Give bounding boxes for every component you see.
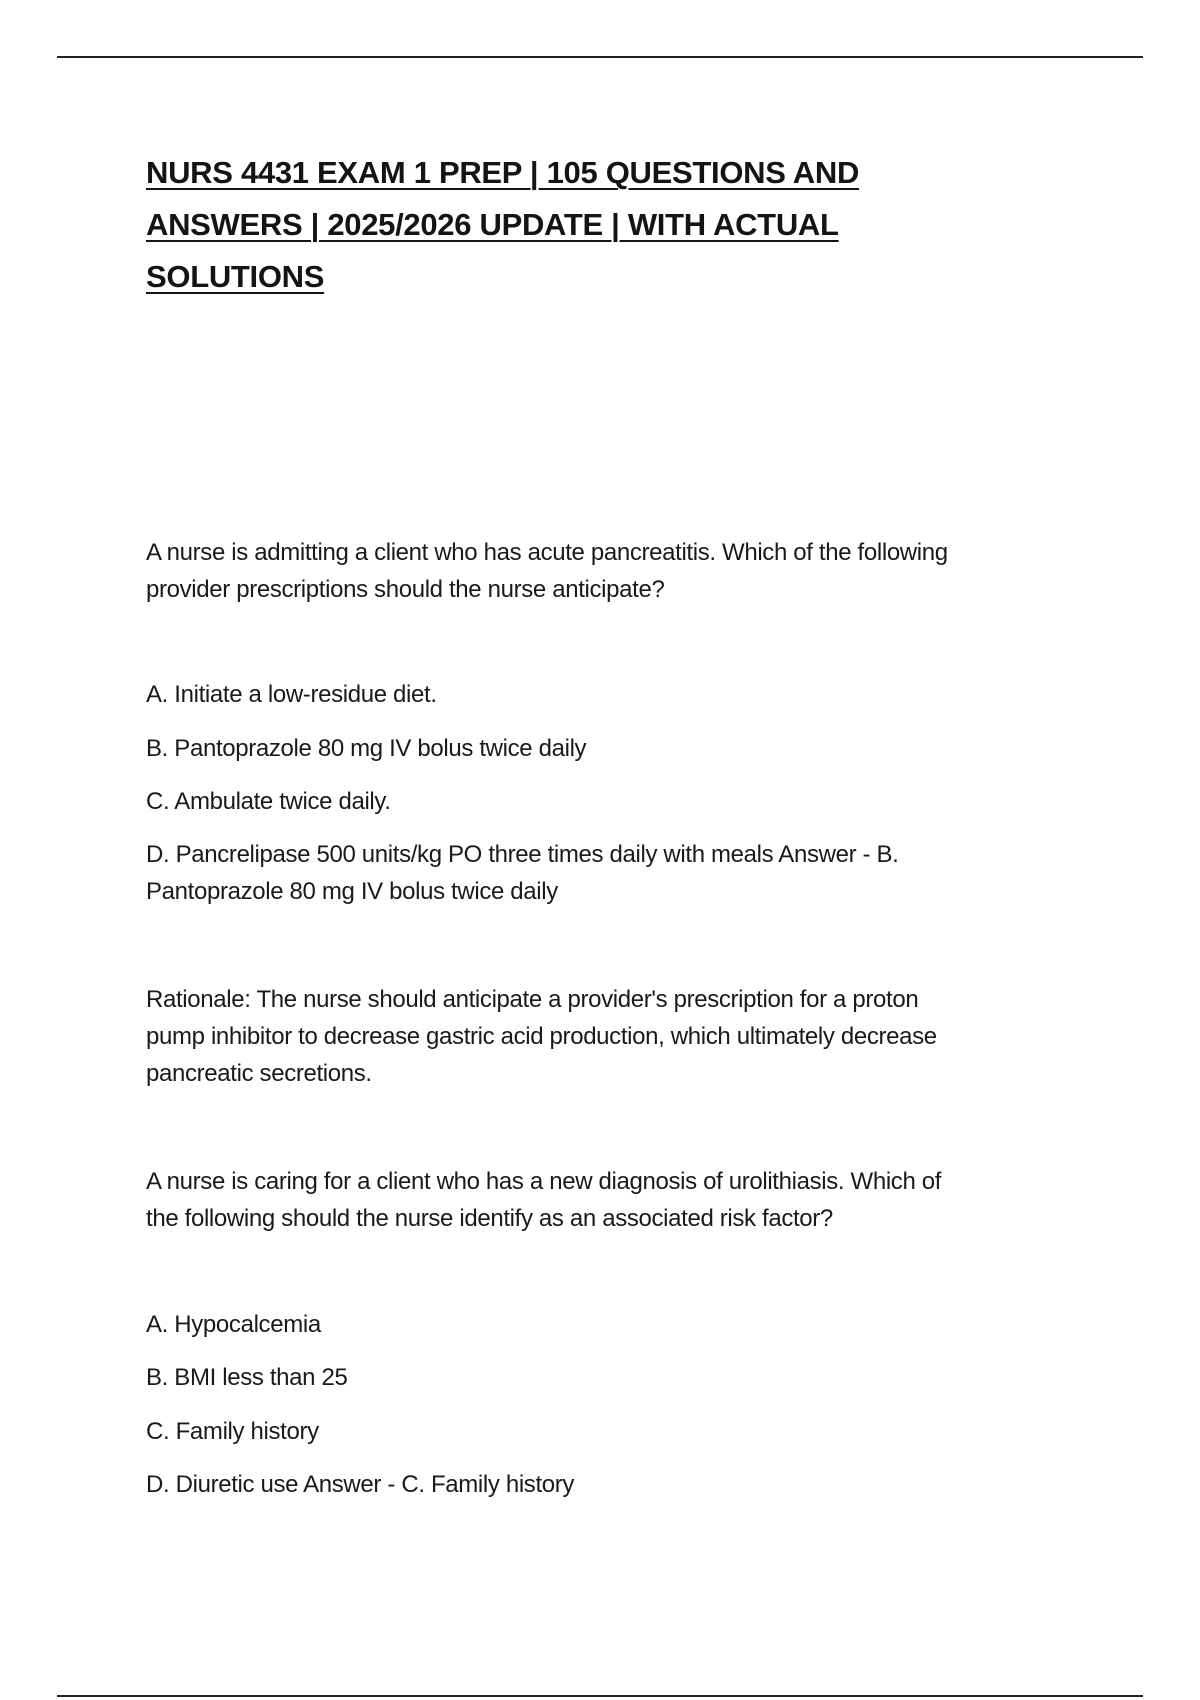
question-line: A nurse is admitting a client who has acute pancreatitis. Which of the following: [146, 539, 948, 566]
question-line: the following should the nurse identify as an associated risk factor?: [146, 1205, 833, 1232]
rationale-line: Rationale: The nurse should anticipate a provider's prescription for a proton: [146, 986, 919, 1013]
header-rule: [57, 56, 1143, 58]
title-line: NURS 4431 EXAM 1 PREP | 105 QUESTIONS AND: [146, 155, 860, 190]
question-2-option-b: B. BMI less than 25: [146, 1364, 348, 1391]
question-1-option-c: C. Ambulate twice daily.: [146, 788, 391, 815]
answer-continuation: Pantoprazole 80 mg IV bolus twice daily: [146, 878, 558, 905]
question-1-option-d: D. Pancrelipase 500 units/kg PO three times daily with meals Answer - B. Pantoprazole 80 mg IV bolus twice daily: [146, 836, 1076, 910]
question-2-option-a: A. Hypocalcemia: [146, 1311, 321, 1338]
question-1-option-a: A. Initiate a low-residue diet.: [146, 681, 437, 708]
title-line: ANSWERS | 2025/2026 UPDATE | WITH ACTUAL: [146, 207, 839, 242]
rationale-line: pump inhibitor to decrease gastric acid production, which ultimately decrease: [146, 1023, 937, 1050]
question-2-option-c: C. Family history: [146, 1418, 319, 1445]
footer-rule: [57, 1695, 1143, 1697]
rationale-line: pancreatic secretions.: [146, 1060, 372, 1087]
question-line: A nurse is caring for a client who has a new diagnosis of urolithiasis. Which of: [146, 1168, 942, 1195]
title-line: SOLUTIONS: [146, 259, 325, 294]
document-title: [146, 147, 1046, 303]
question-2-text: [146, 1163, 1076, 1237]
question-1-option-b: B. Pantoprazole 80 mg IV bolus twice daily: [146, 735, 587, 762]
question-1-text: [146, 534, 1076, 608]
question-2-option-d: D. Diuretic use Answer - C. Family history: [146, 1471, 575, 1498]
question-1-rationale: [146, 981, 1076, 1092]
question-line: provider prescriptions should the nurse anticipate?: [146, 576, 665, 603]
